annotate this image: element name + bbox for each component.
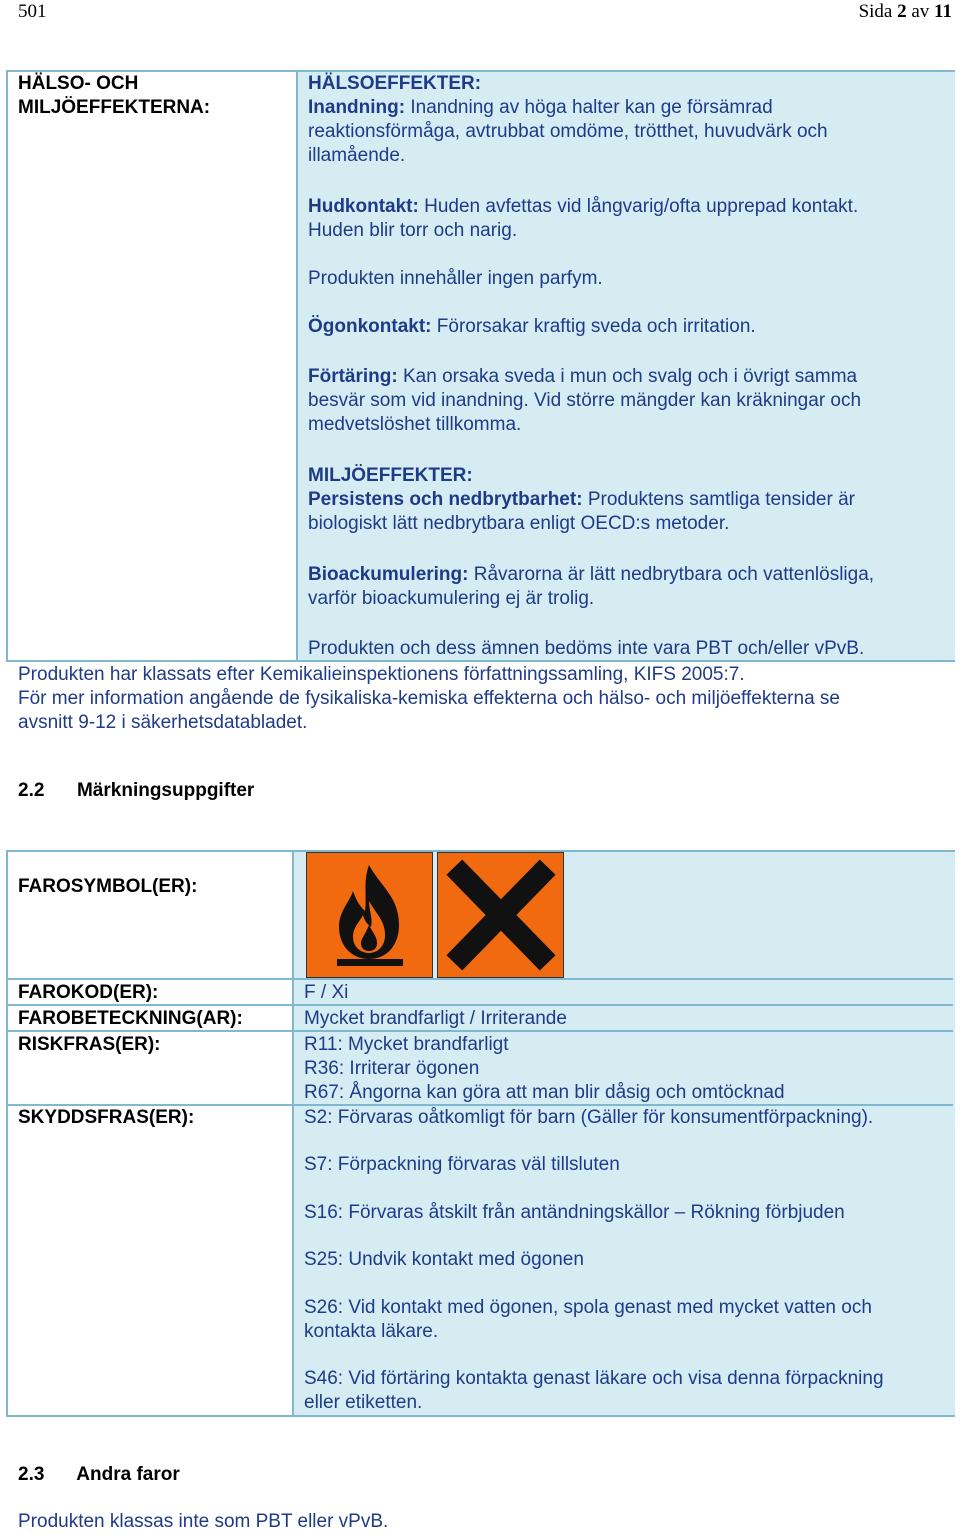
persistence-label: Persistens och nedbrytbarhet:	[308, 489, 583, 510]
page-separator: av	[911, 1, 930, 22]
classification-note: Produkten har klassats efter Kemikalieinspektionens författningssamling, KIFS 2005:7. För mer information angående de fysikaliska-kemiska effekterna och hälso- och miljöeffekterna se avsnitt 9-12 i säkerhetsdatabladet.	[18, 664, 840, 733]
section-number: 2.2	[18, 780, 45, 801]
safety-phrases-label: SKYDDSFRAS(ER):	[18, 1107, 195, 1128]
ingestion-label: Förtäring:	[308, 366, 398, 387]
pbt-assessment: Produkten och dess ämnen bedöms inte vara PBT och/eller vPvB.	[308, 638, 865, 659]
effects-label: HÄLSO- OCH MILJÖEFFEKTERNA:	[18, 73, 211, 118]
cross-hazard-icon	[437, 852, 564, 978]
risk-phrase: R67: Ångorna kan göra att man blir dåsig och omtöcknad	[304, 1082, 785, 1103]
environment-heading: MILJÖEFFEKTER:	[308, 465, 473, 486]
safety-phrase-s25: S25: Undvik kontakt med ögonen	[304, 1249, 584, 1270]
document-number: 501	[18, 1, 47, 22]
risk-phrases-label: RISKFRAS(ER):	[18, 1034, 161, 1055]
skin-contact-block: Hudkontakt: Huden avfettas vid långvarig/ofta upprepad kontakt. Huden blir torr och narig.	[308, 196, 859, 241]
page-prefix: Sida	[858, 1, 893, 22]
eye-label: Ögonkontakt:	[308, 316, 432, 337]
inhalation-label: Inandning:	[308, 97, 406, 118]
other-hazards-text: Produkten klassas inte som PBT eller vPvB.	[18, 1511, 389, 1532]
section-2-3-heading	[18, 1463, 180, 1487]
health-effects-block: HÄLSOEFFEKTER: Inandning: Inandning av höga halter kan ge försämrad reaktionsförmåga, avtrubbat omdöme, trötthet, huvudvärk och illamående.	[308, 73, 828, 166]
section-number: 2.3	[18, 1464, 45, 1485]
cross-symbol	[438, 853, 563, 977]
hazard-symbols-label: FAROSYMBOL(ER):	[18, 876, 198, 897]
eye-contact-line: Ögonkontakt: Förorsakar kraftig sveda och irritation.	[308, 316, 756, 337]
section-title: Andra faror	[76, 1464, 180, 1485]
safety-phrase-s46: S46: Vid förtäring kontakta genast läkare och visa denna förpackning eller etiketten.	[304, 1368, 884, 1413]
hazard-designation-value: Mycket brandfarligt / Irriterande	[304, 1008, 567, 1029]
perfume-note: Produkten innehåller ingen parfym.	[308, 268, 603, 289]
safety-phrase-s26: S26: Vid kontakt med ögonen, spola genast med mycket vatten och kontakta läkare.	[304, 1297, 872, 1342]
flame-symbol	[307, 853, 432, 977]
page-total: 11	[934, 1, 952, 22]
health-heading: HÄLSOEFFEKTER:	[308, 73, 482, 94]
page-current: 2	[897, 1, 907, 22]
safety-phrase-s2: S2: Förvaras oåtkomligt för barn (Gäller för konsumentförpackning).	[304, 1107, 874, 1128]
environment-effects-block: MILJÖEFFEKTER: Persistens och nedbrytbarhet: Produktens samtliga tensider är biologiskt lätt nedbrytbara enligt OECD:s metoder.	[308, 465, 855, 534]
flame-hazard-icon	[306, 852, 433, 978]
page-indicator	[859, 0, 952, 24]
risk-phrases-list	[304, 1033, 785, 1105]
hazard-code-value: F / Xi	[304, 982, 349, 1003]
section-title: Märkningsuppgifter	[76, 780, 255, 801]
safety-phrase-s16: S16: Förvaras åtskilt från antändningskällor – Rökning förbjuden	[304, 1202, 845, 1223]
bioaccumulation-label: Bioackumulering:	[308, 564, 469, 585]
risk-phrase: R36: Irriterar ögonen	[304, 1058, 480, 1079]
hazard-designation-label: FAROBETECKNING(AR):	[18, 1008, 243, 1029]
bioaccumulation-block: Bioackumulering: Råvarorna är lätt nedbrytbara och vattenlösliga, varför bioackumulering ej är trolig.	[308, 564, 875, 609]
safety-phrase-s7: S7: Förpackning förvaras väl tillsluten	[304, 1154, 620, 1175]
skin-label: Hudkontakt:	[308, 196, 419, 217]
ingestion-block: Förtäring: Kan orsaka sveda i mun och svalg och i övrigt samma besvär som vid inandning. Vid större mängder kan kräkningar och medvetslöshet tillkomma.	[308, 366, 862, 435]
risk-phrase: R11: Mycket brandfarligt	[304, 1034, 509, 1055]
section-2-2-heading	[18, 779, 254, 803]
hazard-code-label: FAROKOD(ER):	[18, 982, 159, 1003]
